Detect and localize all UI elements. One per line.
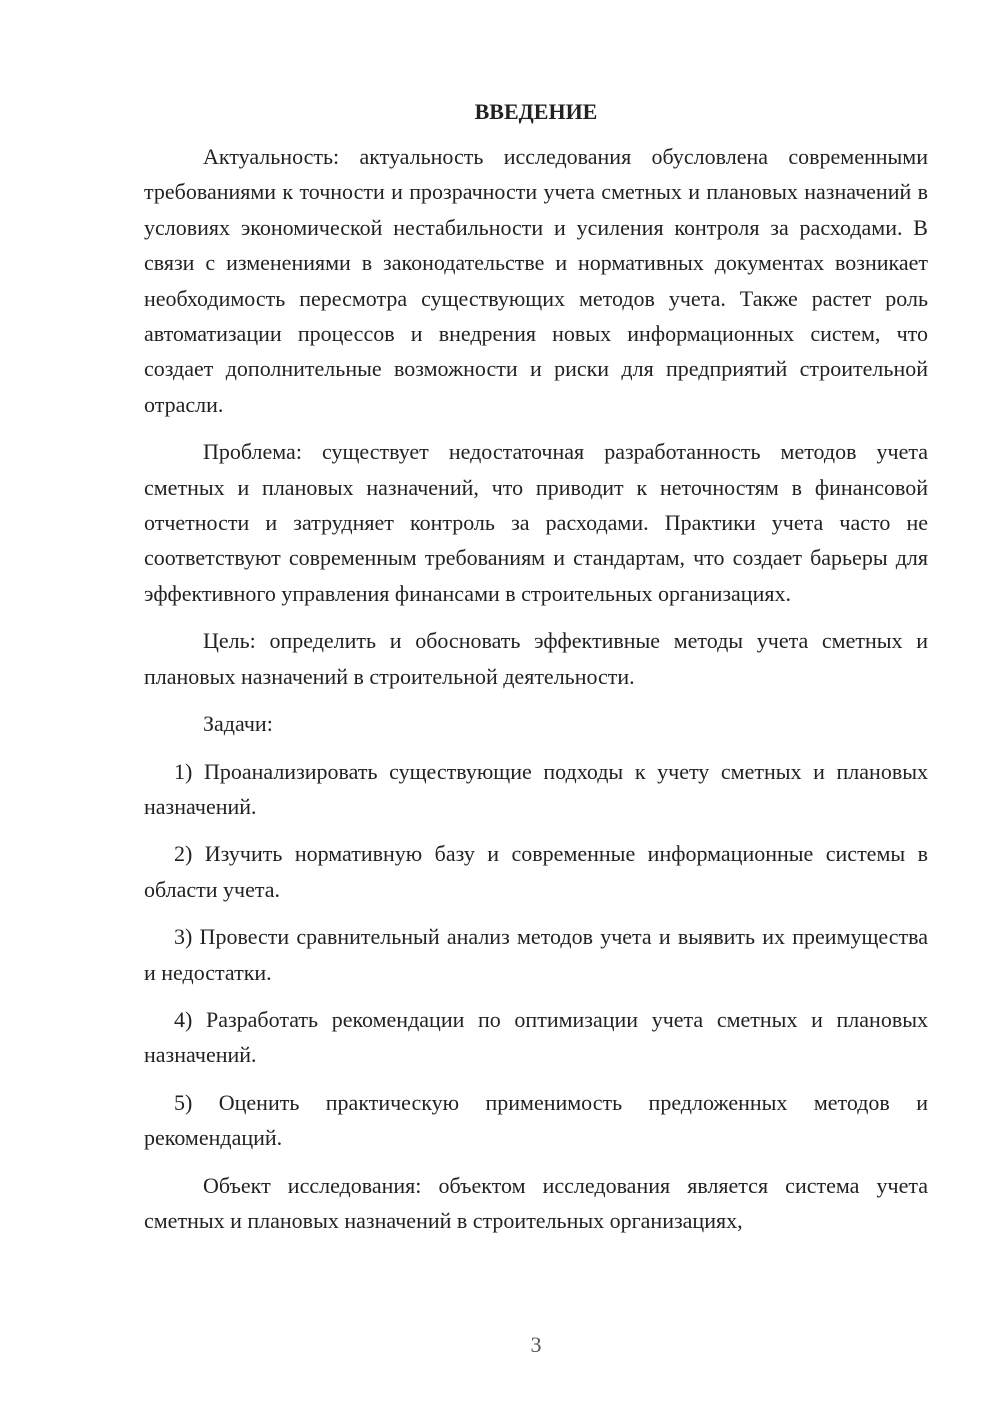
task-item: 1) Проанализировать существующие подходы к учету сметных и плановых назначений. — [144, 758, 928, 819]
goal-paragraph: Цель: определить и обосновать эффективные методы учета сметных и плановых назначений в строительной деятельности. — [144, 628, 928, 689]
task-item: 3) Провести сравнительный анализ методов учета и выявить их преимущества и недостатки. — [144, 924, 928, 985]
page-number: 3 — [530, 1332, 542, 1357]
object-paragraph: Объект исследования: объектом исследования является система учета сметных и плановых назначений в строительных организациях, — [144, 1172, 928, 1233]
task-item: 5) Оценить практическую применимость предложенных методов и рекомендаций. — [144, 1089, 928, 1151]
document-page — [144, 94, 928, 1238]
task-item: 2) Изучить нормативную базу и современные информационные системы в области учета. — [144, 841, 928, 902]
tasks-heading: Задачи: — [203, 711, 273, 737]
relevance-paragraph: Актуальность: актуальность исследования обусловлена современными требованиями к точности и прозрачности учета сметных и плановых назначений в условиях экономической нестабильности и усиления контроля за расходами. В связи с изменениями в законодательстве и нормативных документах возникает необходимость пересмотра существующих методов учета. Также растет роль автоматизации процессов и внедрения новых информационных систем, что создает дополнительные возможности и риски для предприятий строительной отрасли. — [144, 144, 928, 417]
section-title: ВВЕДЕНИЕ — [474, 99, 598, 124]
problem-paragraph: Проблема: существует недостаточная разработанность методов учета сметных и плановых назначений, что приводит к неточностям в финансовой отчетности и затрудняет контроль за расходами. Практики учета часто не соответствуют современным требованиям и стандартам, что создает барьеры для эффективного управления финансами в строительных организациях. — [144, 439, 928, 606]
task-item: 4) Разработать рекомендации по оптимизации учета сметных и плановых назначений. — [144, 1006, 928, 1068]
